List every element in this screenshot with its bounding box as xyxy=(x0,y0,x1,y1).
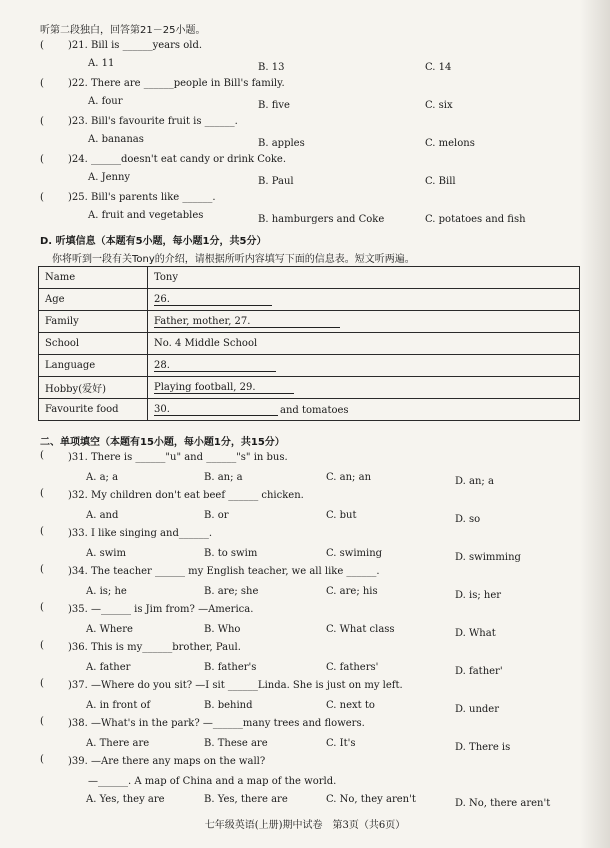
answer-paren[interactable]: ( xyxy=(40,192,44,203)
info-value: 26. xyxy=(154,293,170,305)
question-stem: )31. There is ______"u" and ______"s" in bus. xyxy=(68,452,288,463)
question-stem: )32. My children don't eat beef ______ chicken. xyxy=(68,490,304,501)
answer-paren[interactable]: ( xyxy=(40,116,44,127)
info-table-row xyxy=(39,267,580,289)
answer-paren[interactable]: ( xyxy=(40,602,44,613)
answer-option: D. No, there aren't xyxy=(455,798,551,809)
fill-in-blank[interactable] xyxy=(154,294,272,306)
answer-option: B. five xyxy=(258,100,290,111)
info-suffix: and tomatoes xyxy=(280,404,349,416)
info-table-row xyxy=(39,377,580,399)
info-value: 30. xyxy=(154,403,170,415)
info-value: 28. xyxy=(154,359,170,371)
answer-paren[interactable]: ( xyxy=(40,78,44,89)
info-label: Favourite food xyxy=(39,399,148,421)
answer-option: C. potatoes and fish xyxy=(425,214,526,225)
answer-paren[interactable]: ( xyxy=(40,678,44,689)
info-label: Language xyxy=(39,355,148,377)
answer-paren[interactable]: ( xyxy=(40,716,44,727)
answer-option: A. Yes, they are xyxy=(86,794,165,805)
info-table-row xyxy=(39,333,580,355)
info-value-cell xyxy=(148,377,580,399)
info-label: Name xyxy=(39,267,148,289)
fill-in-blank[interactable] xyxy=(154,404,278,416)
answer-option: B. Paul xyxy=(258,176,294,187)
question-stem: )33. I like singing and______. xyxy=(68,528,213,539)
answer-option: A. There are xyxy=(86,738,150,749)
answer-option: A. father xyxy=(86,662,131,673)
info-value-cell xyxy=(148,267,580,289)
info-value: Tony xyxy=(154,272,179,283)
info-value-cell xyxy=(148,399,580,421)
question-stem: )23. Bill's favourite fruit is ______. xyxy=(68,116,238,127)
info-value: No. 4 Middle School xyxy=(154,338,258,349)
answer-option: A. 11 xyxy=(88,58,115,69)
info-value-cell xyxy=(148,289,580,311)
info-table-row xyxy=(39,355,580,377)
question-stem: )39. —Are there any maps on the wall? xyxy=(68,756,266,767)
info-label: Age xyxy=(39,289,148,311)
info-value-cell xyxy=(148,355,580,377)
info-value-cell xyxy=(148,333,580,355)
answer-option: D. What xyxy=(455,628,496,639)
fill-in-blank[interactable] xyxy=(154,382,294,394)
part-d-heading: D. 听填信息（本题有5小题，每小题1分，共5分） xyxy=(40,236,267,247)
answer-option: A. swim xyxy=(86,548,126,559)
answer-option: C. next to xyxy=(326,700,375,711)
answer-option: C. melons xyxy=(425,138,475,149)
answer-option: D. is; her xyxy=(455,590,502,601)
answer-option: C. six xyxy=(425,100,453,111)
answer-option: C. What class xyxy=(326,624,395,635)
answer-option: A. bananas xyxy=(88,134,144,145)
answer-paren[interactable]: ( xyxy=(40,488,44,499)
answer-option: B. or xyxy=(204,510,229,521)
part-two-heading: 二、单项填空（本题有15小题，每小题1分，共15分） xyxy=(40,437,285,448)
answer-option: B. Yes, there are xyxy=(204,794,288,805)
answer-option: C. It's xyxy=(326,738,356,749)
answer-option: A. fruit and vegetables xyxy=(88,210,204,221)
question-stem: )36. This is my______brother, Paul. xyxy=(68,642,241,653)
answer-option: C. 14 xyxy=(425,62,452,73)
page-footer: 七年级英语(上册)期中试卷 第3页（共6页） xyxy=(204,820,406,831)
question-stem: )35. —______ is Jim from? —America. xyxy=(68,604,254,615)
answer-option: B. 13 xyxy=(258,62,285,73)
answer-option: A. four xyxy=(88,96,123,107)
question-stem: )21. Bill is ______years old. xyxy=(68,40,203,51)
answer-option: D. under xyxy=(455,704,499,715)
answer-option: B. an; a xyxy=(204,472,243,483)
info-table-row xyxy=(39,399,580,421)
fill-in-blank[interactable] xyxy=(154,316,340,328)
info-value: Father, mother, 27. xyxy=(154,315,251,327)
answer-paren[interactable]: ( xyxy=(40,154,44,165)
question-stem: )24. ______doesn't eat candy or drink Coke. xyxy=(68,154,287,165)
answer-option: D. There is xyxy=(455,742,511,753)
answer-paren[interactable]: ( xyxy=(40,640,44,651)
answer-option: B. These are xyxy=(204,738,268,749)
answer-option: C. but xyxy=(326,510,357,521)
answer-option: B. are; she xyxy=(204,586,259,597)
question-stem: )25. Bill's parents like ______. xyxy=(68,192,216,203)
answer-paren[interactable]: ( xyxy=(40,564,44,575)
answer-option: D. father' xyxy=(455,666,503,677)
answer-option: C. fathers' xyxy=(326,662,379,673)
question-stem: )34. The teacher ______ my English teacher, we all like ______. xyxy=(68,566,380,577)
question-stem: )22. There are ______people in Bill's family. xyxy=(68,78,285,89)
info-label: School xyxy=(39,333,148,355)
answer-option: D. swimming xyxy=(455,552,521,563)
answer-option: A. in front of xyxy=(86,700,151,711)
info-label: Hobby(爱好) xyxy=(39,377,148,399)
answer-option: A. a; a xyxy=(86,472,119,483)
answer-option: B. Who xyxy=(204,624,241,635)
answer-paren[interactable]: ( xyxy=(40,40,44,51)
answer-option: A. Jenny xyxy=(88,172,131,183)
info-value: Playing football, 29. xyxy=(154,381,256,393)
answer-option: A. Where xyxy=(86,624,133,635)
answer-option: C. swiming xyxy=(326,548,383,559)
fill-in-blank[interactable] xyxy=(154,360,276,372)
answer-option: B. apples xyxy=(258,138,305,149)
answer-option: C. an; an xyxy=(326,472,372,483)
info-table xyxy=(38,266,580,421)
info-label: Family xyxy=(39,311,148,333)
answer-option: B. hamburgers and Coke xyxy=(258,214,385,225)
answer-paren[interactable]: ( xyxy=(40,754,44,765)
answer-option: C. No, they aren't xyxy=(326,794,416,805)
page-edge-shadow xyxy=(580,0,610,848)
answer-option: D. an; a xyxy=(455,476,494,487)
question-stem: )38. —What's in the park? —______many trees and flowers. xyxy=(68,718,365,729)
question-stem-line2: —______. A map of China and a map of the world. xyxy=(88,776,337,787)
answer-paren[interactable]: ( xyxy=(40,526,44,537)
answer-option: C. are; his xyxy=(326,586,378,597)
answer-option: D. so xyxy=(455,514,481,525)
answer-paren[interactable]: ( xyxy=(40,450,44,461)
answer-option: A. and xyxy=(86,510,119,521)
answer-option: B. behind xyxy=(204,700,253,711)
answer-option: B. to swim xyxy=(204,548,258,559)
answer-option: A. is; he xyxy=(86,586,127,597)
info-table-row xyxy=(39,311,580,333)
answer-option: B. father's xyxy=(204,662,257,673)
info-value-cell xyxy=(148,311,580,333)
part-c-header: 听第二段独白，回答第21－25小题。 xyxy=(40,25,206,36)
question-stem: )37. —Where do you sit? —I sit ______Linda. She is just on my left. xyxy=(68,680,403,691)
answer-option: C. Bill xyxy=(425,176,456,187)
info-table-row xyxy=(39,289,580,311)
part-d-instruction: 你将听到一段有关Tony的介绍，请根据所听内容填写下面的信息表。短文听两遍。 xyxy=(52,254,415,265)
